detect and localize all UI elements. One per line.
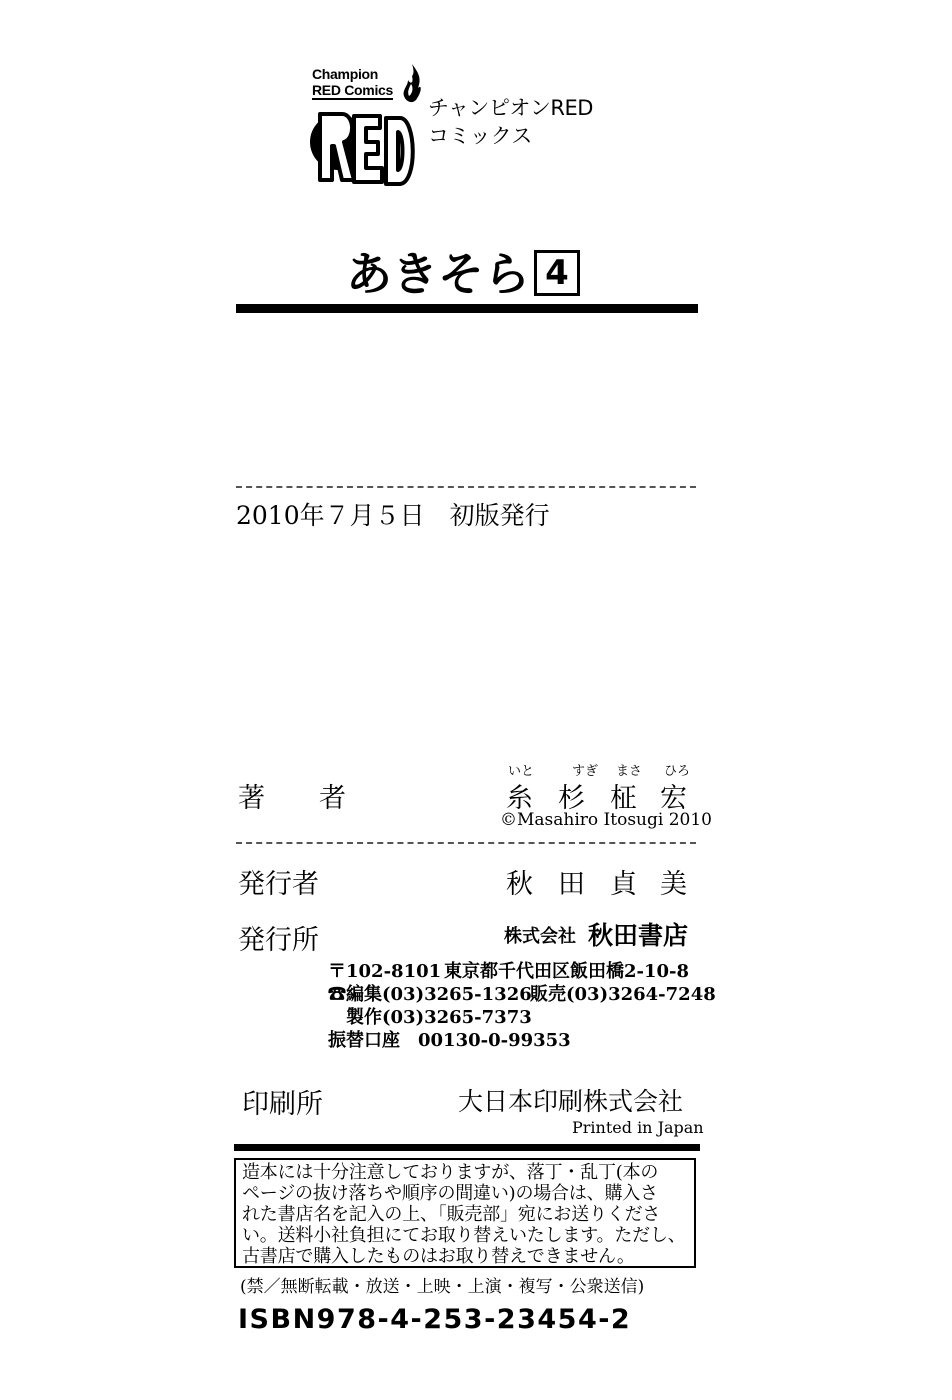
notice-line: れた書店名を記入の上、「販売部」宛にお送りくださ xyxy=(242,1204,661,1225)
dashed-divider xyxy=(236,842,696,844)
production-phone: 製作(03)3265-7373 xyxy=(346,1007,532,1028)
first-edition-date: 2010年７月５日 初版発行 xyxy=(236,501,550,530)
title-rule xyxy=(236,304,698,313)
notice-line: ページの抜け落ちや順序の間違い)の場合は、購入さ xyxy=(242,1183,658,1204)
logo-line-champion: Champion xyxy=(312,66,379,82)
brand-name-line2: コミックス xyxy=(428,124,533,148)
prohibition-notice: (禁／無断転載・放送・上映・上演・複写・公衆送信) xyxy=(240,1277,645,1297)
sales-phone: 販売(03)3264-7248 xyxy=(530,984,716,1005)
damaged-copy-notice xyxy=(234,1158,696,1268)
printed-in-japan: Printed in Japan xyxy=(572,1118,704,1137)
editorial-phone: ☎編集(03)3265-1326 xyxy=(328,984,532,1005)
volume-number: 4 xyxy=(534,250,580,296)
bottom-rule xyxy=(234,1144,700,1151)
red-mark-icon xyxy=(308,102,420,188)
copyright-notice: ©Masahiro Itosugi 2010 xyxy=(500,810,712,830)
printer-label: 印刷所 xyxy=(242,1089,323,1120)
author-name-char-3: 柾 xyxy=(610,783,637,814)
publisher-name-char-4: 美 xyxy=(660,869,687,900)
publisher-name-char-2: 田 xyxy=(558,869,585,900)
transfer-account: 振替口座 00130-0-99353 xyxy=(328,1030,571,1051)
publisher-name-char-1: 秋 xyxy=(506,869,533,900)
title-text: あきそら xyxy=(346,247,530,301)
postal-code: 〒102-8101 xyxy=(328,961,442,982)
notice-line: 造本には十分注意しておりますが、落丁・乱丁(本の xyxy=(242,1162,659,1183)
author-name-char-4: 宏 xyxy=(660,783,687,814)
author-label: 著 者 xyxy=(238,783,346,814)
book-title xyxy=(346,246,580,302)
author-name-char-2: 杉 xyxy=(558,783,585,814)
printer-name: 大日本印刷株式会社 xyxy=(458,1087,684,1116)
notice-line: い。送料小社負担にてお取り替えいたします。ただし、 xyxy=(242,1225,686,1246)
publisher-name-char-3: 貞 xyxy=(610,869,637,900)
author-ruby-1: いと xyxy=(508,764,535,779)
isbn-number: ISBN978-4-253-23454-2 xyxy=(238,1304,632,1335)
flame-icon xyxy=(400,62,424,106)
company-type-prefix: 株式会社 xyxy=(504,926,576,947)
brand-name-line1: チャンピオンRED xyxy=(428,96,593,120)
publisher-company-name: 秋田書店 xyxy=(588,921,689,950)
publisher-person-label: 発行者 xyxy=(238,869,319,900)
street-address: 東京都千代田区飯田橋2-10-8 xyxy=(444,961,690,982)
author-ruby-3: まさ xyxy=(616,764,643,779)
author-name-char-1: 糸 xyxy=(506,783,533,814)
author-ruby-2: すぎ xyxy=(572,764,599,779)
champion-red-logo xyxy=(306,62,426,190)
publisher-company-label: 発行所 xyxy=(238,925,319,956)
notice-line: 古書店で購入したものはお取り替えできません。 xyxy=(242,1246,635,1267)
author-ruby-4: ひろ xyxy=(664,764,691,779)
logo-line-red-comics: RED Comics xyxy=(312,82,394,98)
dashed-divider xyxy=(236,486,696,488)
